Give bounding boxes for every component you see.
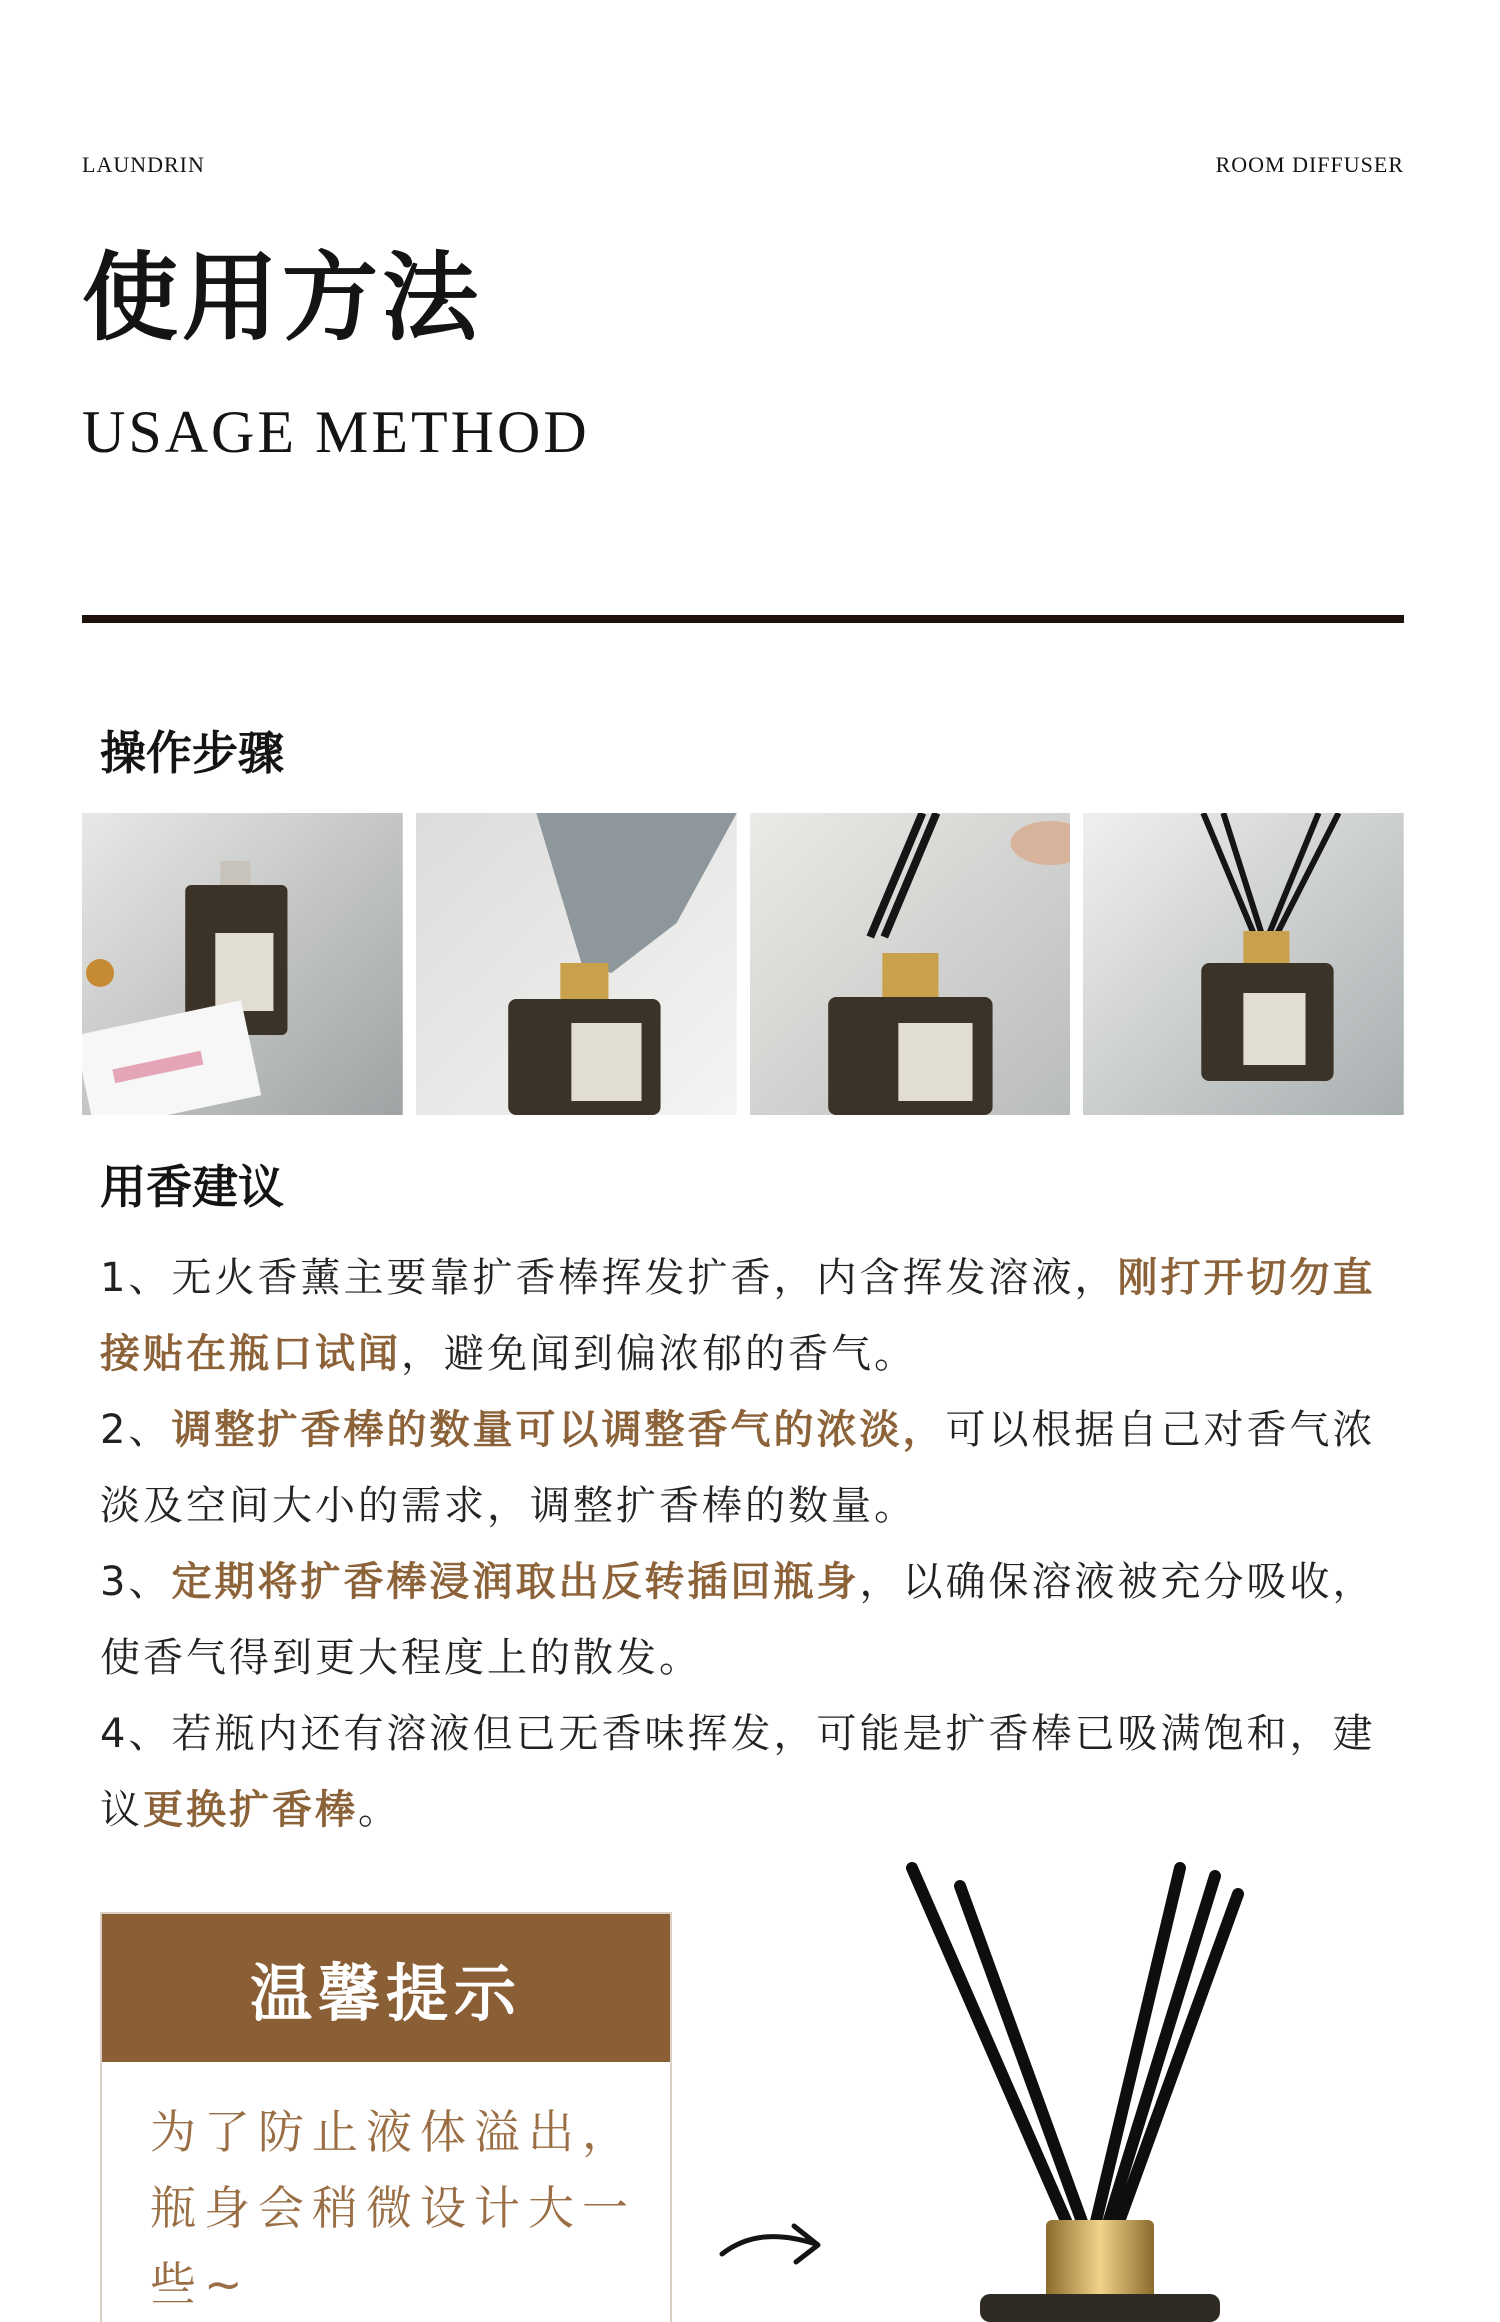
advice-highlight: 定期将扩香棒浸润取出反转插回瓶身 bbox=[171, 1559, 860, 1605]
tip-text: 为了防止液体溢出，瓶身会稍微设计大一些~ bbox=[150, 2105, 636, 2311]
category-label: ROOM DIFFUSER bbox=[1215, 152, 1404, 177]
advice-text: 4、若瓶内还有溶液但已无香味挥发，可能是扩香棒已吸满饱和，建议 bbox=[100, 1711, 1376, 1833]
advice-text: 3、 bbox=[100, 1559, 172, 1605]
advice-list bbox=[100, 1240, 1400, 1848]
advice-text: 可以根据自己对香气浓淡及空间大小的需求，调整扩香棒的数量。 bbox=[100, 1407, 1376, 1529]
advice-highlight: 更换扩香棒 bbox=[143, 1787, 358, 1833]
advice-item-1 bbox=[100, 1240, 1400, 1392]
step-photo-3 bbox=[750, 813, 1071, 1115]
advice-heading: 用香建议 bbox=[100, 1160, 284, 1214]
advice-text: 1、无火香薰主要靠扩香棒挥发扩香，内含挥发溶液， bbox=[100, 1255, 1118, 1301]
diffuser-product-image bbox=[880, 1850, 1300, 2322]
step-photo-4 bbox=[1083, 813, 1404, 1115]
advice-item-4 bbox=[100, 1696, 1400, 1848]
arrow-icon bbox=[718, 2210, 828, 2270]
advice-text: ，避免闻到偏浓郁的香气。 bbox=[401, 1331, 917, 1377]
advice-highlight: 刚打开切勿直接贴在瓶口试闻 bbox=[100, 1255, 1376, 1377]
advice-item-2 bbox=[100, 1392, 1400, 1544]
steps-heading: 操作步骤 bbox=[100, 726, 284, 780]
advice-text: ，以确保溶液被充分吸收，使香气得到更大程度上的散发。 bbox=[100, 1559, 1376, 1681]
advice-text: 2、 bbox=[100, 1407, 172, 1453]
page-title: 使用方法 bbox=[82, 241, 482, 354]
advice-item-3 bbox=[100, 1544, 1400, 1696]
advice-text: 。 bbox=[358, 1787, 401, 1833]
tip-title: 温馨提示 bbox=[102, 1914, 670, 2062]
tip-box bbox=[100, 1912, 672, 2322]
advice-highlight: 调整扩香棒的数量可以调整香气的浓淡， bbox=[171, 1407, 946, 1453]
step-photo-1 bbox=[82, 813, 403, 1115]
step-photo-2 bbox=[416, 813, 737, 1115]
steps-gallery bbox=[82, 813, 1404, 1115]
brand-label: LAUNDRIN bbox=[82, 152, 205, 177]
divider bbox=[82, 615, 1404, 623]
page-subtitle: USAGE METHOD bbox=[82, 399, 590, 465]
